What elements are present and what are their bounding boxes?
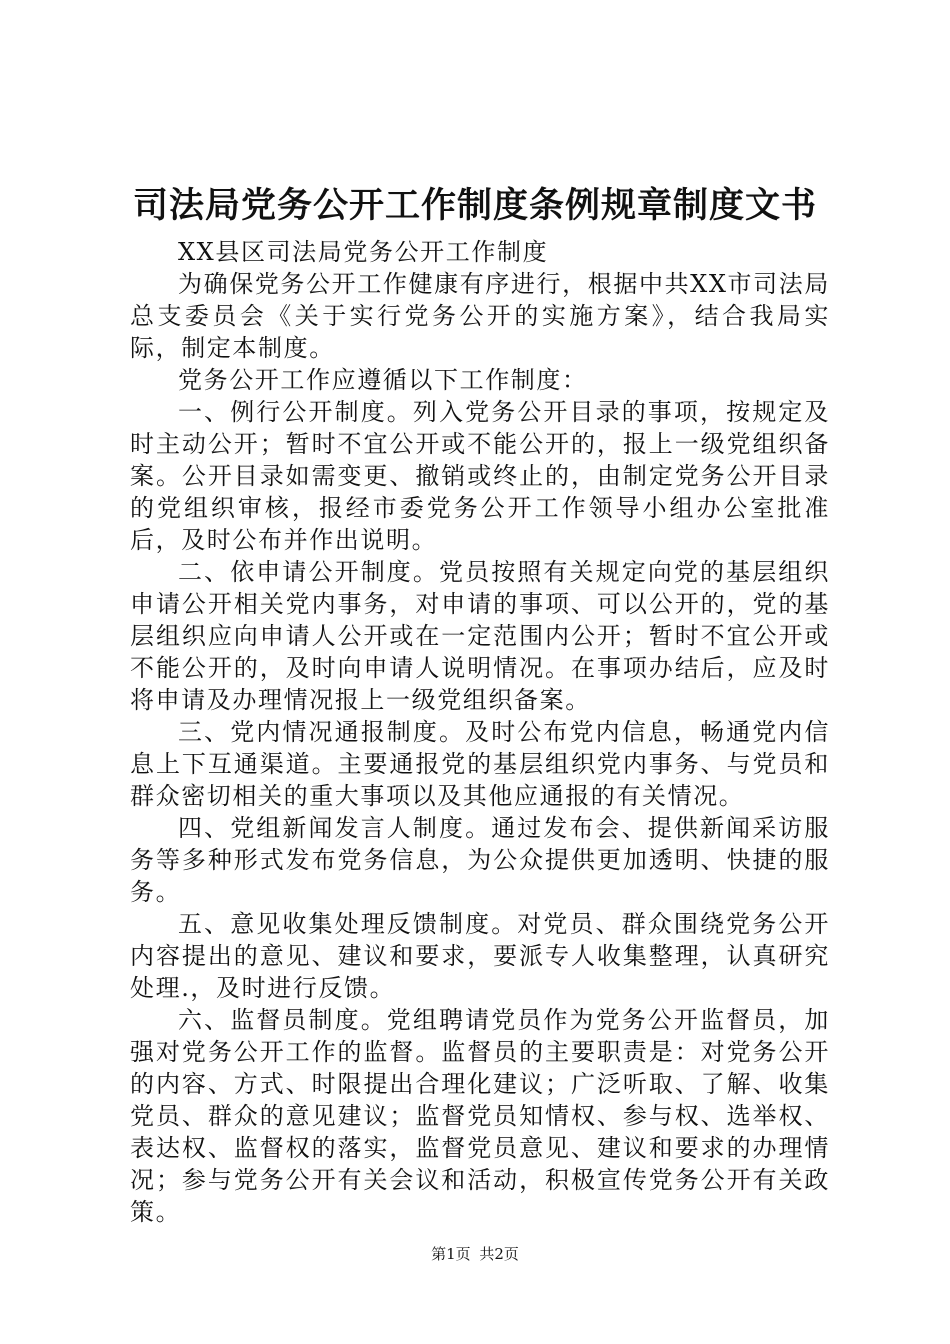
paragraph-item-3: 三、党内情况通报制度。及时公布党内信息，畅通党内信息上下互通渠道。主要通报党的基层组织党内事务、与党员和群众密切相关的重大事项以及其他应通报的有关情况。 [130,718,830,810]
document-body [130,236,830,1228]
paragraph-item-1: 一、例行公开制度。列入党务公开目录的事项，按规定及时主动公开；暂时不宜公开或不能公开的，报上一级党组织备案。公开目录如需变更、撤销或终止的，由制定党务公开目录的党组织审核，报经市委党务公开工作领导小组办公室批准后，及时公布并作出说明。 [130,398,830,554]
page-footer [0,1244,950,1264]
page-number: 第1页 [431,1245,471,1263]
paragraph-item-6: 六、监督员制度。党组聘请党员作为党务公开监督员，加强对党务公开工作的监督。监督员的主要职责是：对党务公开的内容、方式、时限提出合理化建议；广泛听取、了解、收集党员、群众的意见建议；监督党员知情权、参与权、选举权、表达权、监督权的落实，监督党员意见、建议和要求的办理情况；参与党务公开有关会议和活动，积极宣传党务公开有关政策。 [130,1006,830,1226]
page-total: 共2页 [479,1245,519,1263]
paragraph-subtitle: XX县区司法局党务公开工作制度 [178,238,549,266]
paragraph-lead: 党务公开工作应遵循以下工作制度： [178,366,588,394]
paragraph-item-2: 二、依申请公开制度。党员按照有关规定向党的基层组织申请公开相关党内事务，对申请的事项、可以公开的，党的基层组织应向申请人公开或在一定范围内公开；暂时不宜公开或不能公开的，及时向申请人说明情况。在事项办结后，应及时将申请及办理情况报上一级党组织备案。 [130,558,830,714]
paragraph-item-5: 五、意见收集处理反馈制度。对党员、群众围绕党务公开内容提出的意见、建议和要求，要派专人收集整理，认真研究处理.，及时进行反馈。 [130,910,830,1002]
paragraph-intro: 为确保党务公开工作健康有序进行，根据中共XX市司法局总支委员会《关于实行党务公开的实施方案》，结合我局实际，制定本制度。 [130,270,830,362]
document-title: 司法局党务公开工作制度条例规章制度文书 [132,186,817,226]
paragraph-item-4: 四、党组新闻发言人制度。通过发布会、提供新闻采访服务等多种形式发布党务信息，为公众提供更加透明、快捷的服务。 [130,814,830,906]
